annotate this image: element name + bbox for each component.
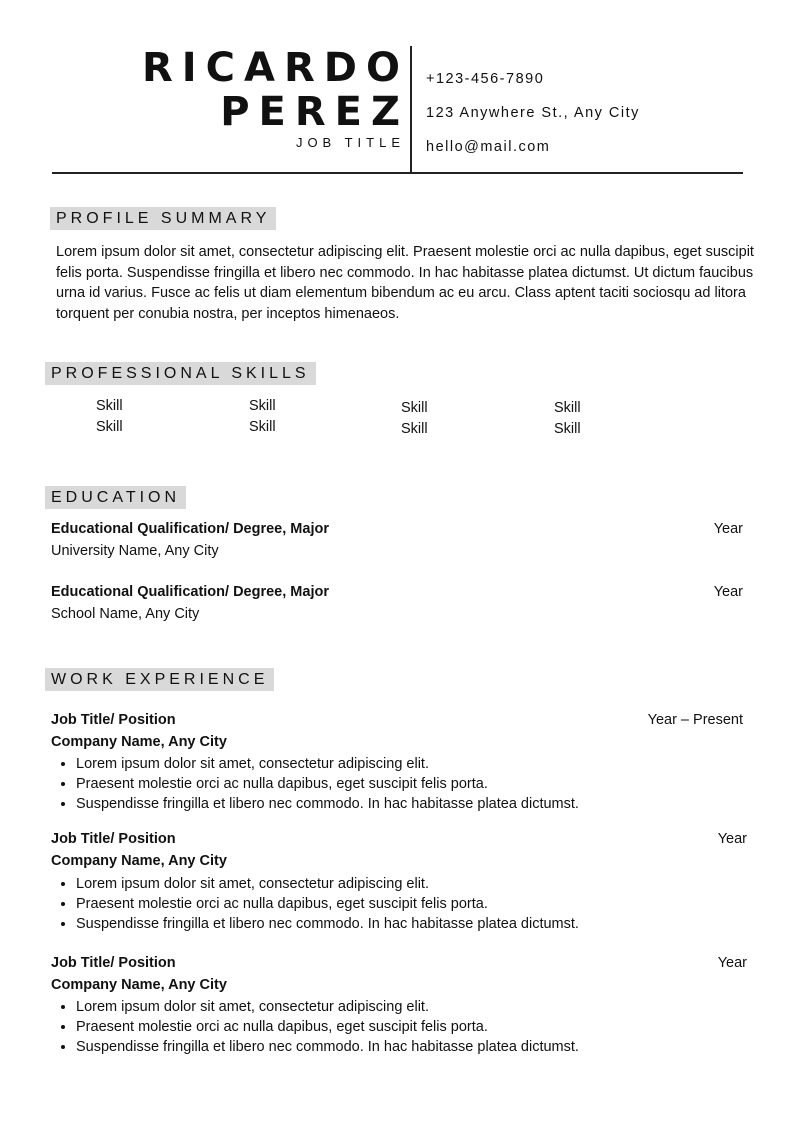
last-name: PEREZ [220, 89, 409, 135]
profile-summary-text: Lorem ipsum dolor sit amet, consectetur adipiscing elit. Praesent molestie orci ac nulla dapibus, eget suscipit felis porta. Suspendisse fringilla et libero nec commodo. In hac habitasse platea dictumst. Ut dictum faucibus urna id varius. Fusce ac felis ut diam elementum bibendum ac eu arcu. Class aptent taciti sociosqu ad litora torquent per conubia nostra, per inceptos himenaeos. [56, 244, 754, 322]
skill-item: Skill [249, 398, 276, 414]
skill-item: Skill [554, 400, 581, 416]
first-name: RICARDO [141, 45, 409, 91]
work-bullet: • Lorem ipsum dolor sit amet, consectetur adipiscing elit. [76, 754, 579, 774]
work-company: Company Name, Any City [51, 977, 227, 993]
contact-address: 123 Anywhere St., Any City [426, 105, 640, 121]
skill-item: Skill [249, 419, 276, 435]
work-bullet: • Praesent molestie orci ac nulla dapibus, eget suscipit felis porta. [76, 1017, 579, 1037]
education-school: University Name, Any City [51, 543, 219, 559]
skill-item: Skill [96, 419, 123, 435]
work-job-title: Job Title/ Position [51, 955, 176, 971]
work-bullet: • Lorem ipsum dolor sit amet, consectetur adipiscing elit. [76, 874, 579, 894]
work-bullet: • Suspendisse fringilla et libero nec commodo. In hac habitasse platea dictumst. [76, 914, 579, 934]
work-bullet: • Praesent molestie orci ac nulla dapibus, eget suscipit felis porta. [76, 774, 579, 794]
skill-item: Skill [554, 421, 581, 437]
work-year: Year [717, 955, 747, 971]
work-bullet-list [52, 997, 579, 1057]
education-heading: EDUCATION [45, 486, 186, 509]
skill-item: Skill [401, 421, 428, 437]
contact-phone: +123-456-7890 [426, 71, 545, 87]
work-experience-heading: WORK EXPERIENCE [45, 668, 274, 691]
work-job-title: Job Title/ Position [51, 831, 176, 847]
job-title: JOB TITLE [295, 135, 405, 150]
work-year: Year – Present [647, 712, 743, 728]
work-bullet: • Lorem ipsum dolor sit amet, consectetur adipiscing elit. [76, 997, 579, 1017]
work-bullet: • Praesent molestie orci ac nulla dapibus, eget suscipit felis porta. [76, 894, 579, 914]
work-company: Company Name, Any City [51, 734, 227, 750]
work-bullet: • Suspendisse fringilla et libero nec commodo. In hac habitasse platea dictumst. [76, 794, 579, 814]
skill-item: Skill [401, 400, 428, 416]
education-year: Year [713, 584, 743, 600]
education-year: Year [713, 521, 743, 537]
profile-summary-heading: PROFILE SUMMARY [50, 207, 276, 230]
name-block [141, 45, 409, 150]
skills-heading: PROFESSIONAL SKILLS [45, 362, 316, 385]
work-bullet-list [52, 754, 579, 814]
header-vertical-divider [410, 46, 412, 172]
contact-email: hello@mail.com [426, 139, 551, 155]
education-school: School Name, Any City [51, 606, 200, 622]
skill-item: Skill [96, 398, 123, 414]
education-degree: Educational Qualification/ Degree, Major [51, 521, 329, 537]
work-year: Year [717, 831, 747, 847]
header-horizontal-divider [52, 172, 743, 174]
work-company: Company Name, Any City [51, 853, 227, 869]
work-bullet-list [52, 874, 579, 934]
work-job-title: Job Title/ Position [51, 712, 176, 728]
contact-block [426, 69, 640, 171]
work-bullet: • Suspendisse fringilla et libero nec commodo. In hac habitasse platea dictumst. [76, 1037, 579, 1057]
education-degree: Educational Qualification/ Degree, Major [51, 584, 329, 600]
